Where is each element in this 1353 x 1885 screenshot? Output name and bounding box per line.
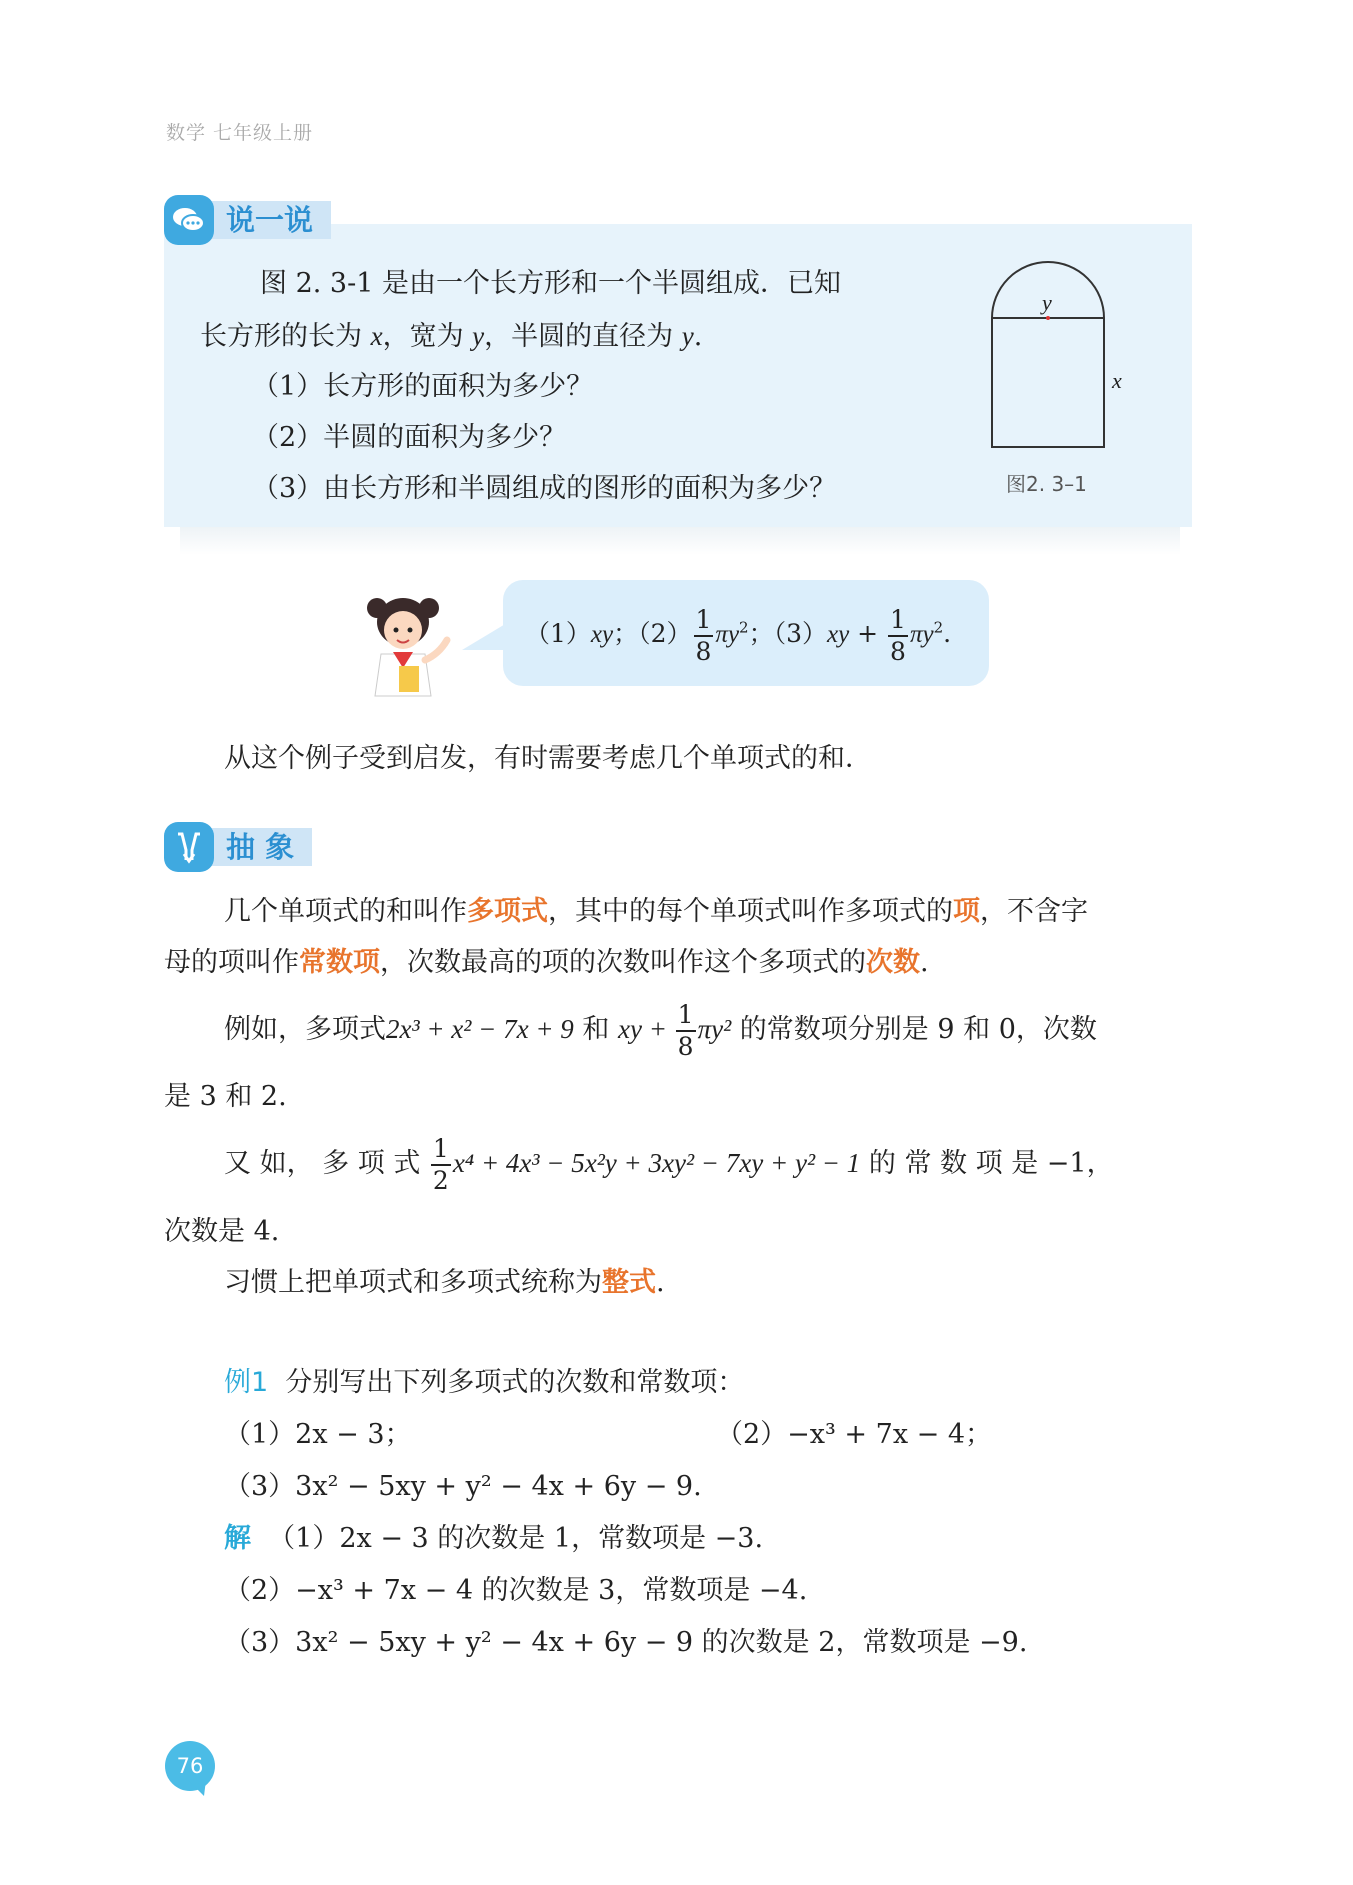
solution-line-1: 解 （1）2x − 3 的次数是 1，常数项是 −3.: [224, 1523, 764, 1554]
figure-y-label: y: [1042, 290, 1052, 315]
bubble-tail: [462, 620, 512, 660]
figure-rect-semicircle: [980, 255, 1160, 495]
example-1-label: 例1: [224, 1367, 269, 1398]
fraction-example-b: $\frac{1}{2}$: [432, 1133, 449, 1195]
definition-line-2: 母的项叫作常数项，次数最高的项的次数叫作这个多项式的次数.: [164, 947, 929, 978]
fraction-example-a: $\frac{1}{8}$: [677, 999, 694, 1061]
solution-label: 解: [224, 1523, 251, 1554]
fraction-one-eighth: $\frac{1}{8}$: [695, 604, 712, 666]
page-number-tail: [188, 1780, 208, 1798]
question-2: （2）半圆的面积为多少？: [252, 422, 567, 453]
example-1-item-2: （2）−x³ + 7x − 4；: [716, 1419, 993, 1450]
funnel-arrows-icon: [164, 822, 214, 872]
page-header: 数学 七年级上册: [166, 122, 314, 144]
figure-x-label: x: [1112, 368, 1122, 393]
figure-caption: 图2. 3–1: [1006, 472, 1087, 496]
speech-bubbles-icon: [164, 195, 214, 245]
answer-text: （1）xy；（2） $\frac{1}{8}$ $\pi y^2$；（3）xy + $\frac{1}{8}$ $\pi y^2$.: [525, 604, 952, 666]
solution-line-2: （2）−x³ + 7x − 4 的次数是 3，常数项是 −4.: [224, 1575, 808, 1606]
talk-line-1: 图 2. 3-1 是由一个长方形和一个半圆组成．已知: [260, 268, 841, 299]
abstract-tag: [164, 827, 312, 867]
abstract-label: 抽 象: [206, 828, 312, 866]
talk-tag: [164, 200, 331, 240]
definition-line-1: 几个单项式的和叫作多项式，其中的每个单项式叫作多项式的项，不含字: [224, 896, 1088, 927]
page-number: 76: [165, 1741, 215, 1791]
fraction-one-eighth-2: $\frac{1}{8}$: [890, 604, 906, 666]
question-1: （1）长方形的面积为多少？: [252, 371, 594, 402]
solution-line-3: （3）3x² − 5xy + y² − 4x + 6y − 9 的次数是 2，常数项是 −9.: [224, 1627, 1028, 1658]
example-b-cont: 次数是 4.: [164, 1216, 280, 1247]
example-1-heading: 例1 分别写出下列多项式的次数和常数项：: [224, 1367, 745, 1398]
habit-line: 习惯上把单项式和多项式统称为整式.: [224, 1267, 665, 1298]
talk-line-2: 长方形的长为 x，宽为 y，半圆的直径为 y.: [200, 321, 703, 352]
example-b-line: 又 如， 多 项 式 $\frac{1}{2}$ x⁴ + 4x³ − 5x²y + 3xy² − 7xy + y² − 1 的 常 数 项 是 −1，: [224, 1133, 1114, 1195]
question-3: （3）由长方形和半圆组成的图形的面积为多少？: [252, 473, 837, 504]
girl-illustration: [355, 588, 465, 698]
example-a-line: 例如，多项式2x³ + x² − 7x + 9 和 xy + $\frac{1}{8}$ πy² 的常数项分别是 9 和 0，次数: [224, 999, 1097, 1061]
example-1-item-3: （3）3x² − 5xy + y² − 4x + 6y − 9.: [224, 1471, 702, 1502]
panel-shadow: [180, 527, 1180, 555]
inspire-text: 从这个例子受到启发，有时需要考虑几个单项式的和．: [224, 743, 872, 774]
talk-label: 说一说: [206, 201, 331, 239]
example-a-cont: 是 3 和 2.: [164, 1081, 287, 1112]
example-1-item-1: （1）2x − 3；: [224, 1419, 412, 1450]
